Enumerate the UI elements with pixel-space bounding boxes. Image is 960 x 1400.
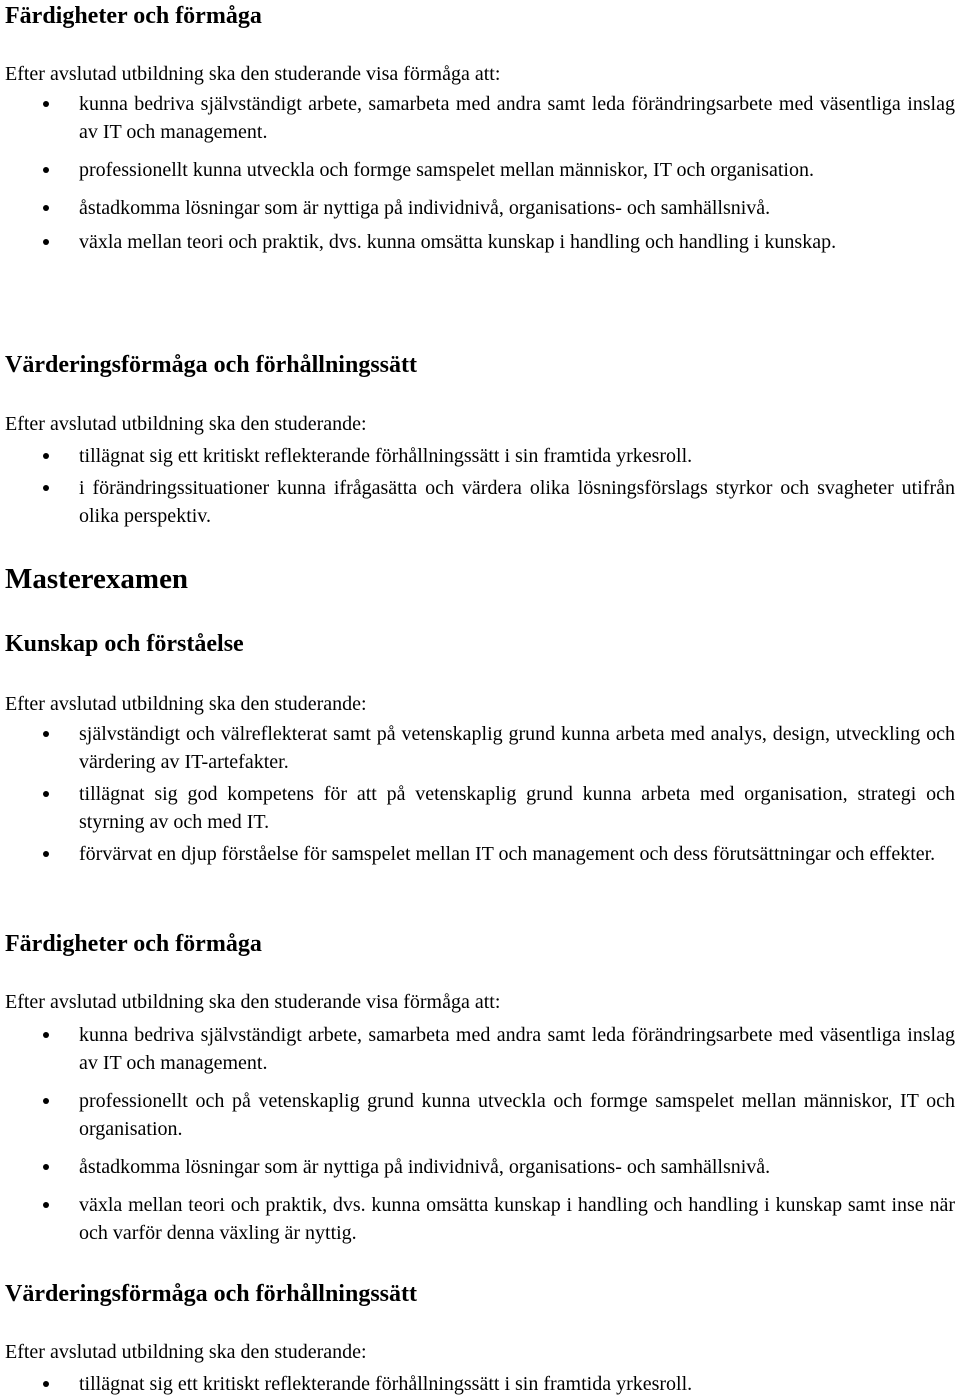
list-item: växla mellan teori och praktik, dvs. kunna omsätta kunskap i handling och handling i kunskap. <box>5 228 955 256</box>
list-item: kunna bedriva självständigt arbete, samarbeta med andra samt leda förändringsarbete med väsentliga inslag av IT och management. <box>5 1021 955 1077</box>
bullet-icon <box>43 1164 49 1170</box>
bullet-icon <box>43 205 49 211</box>
section-heading-kunskap: Kunskap och förståelse <box>5 631 244 657</box>
section-heading-fardigheter: Färdigheter och förmåga <box>5 3 262 29</box>
section-intro: Efter avslutad utbildning ska den studerande visa förmåga att: <box>5 991 501 1013</box>
bullet-list <box>5 90 955 256</box>
bullet-list <box>5 720 955 868</box>
bullet-icon <box>43 239 49 245</box>
bullet-icon <box>43 1202 49 1208</box>
list-item: professionellt kunna utveckla och formge samspelet mellan människor, IT och organisation. <box>5 156 955 184</box>
section-intro: Efter avslutad utbildning ska den studerande: <box>5 1341 367 1363</box>
bullet-list <box>5 1370 955 1398</box>
list-item: tillägnat sig god kompetens för att på vetenskaplig grund kunna arbeta med organisation, strategi och styrning av och med IT. <box>5 780 955 836</box>
section-intro: Efter avslutad utbildning ska den studerande: <box>5 413 367 435</box>
bullet-icon <box>43 791 49 797</box>
section-heading-varderingsformaga: Värderingsförmåga och förhållningssätt <box>5 352 417 378</box>
bullet-icon <box>43 731 49 737</box>
list-item: växla mellan teori och praktik, dvs. kunna omsätta kunskap i handling och handling i kunskap samt inse när och varför denna växling är nyttig. <box>5 1191 955 1247</box>
list-item: förvärvat en djup förståelse för samspelet mellan IT och management och dess förutsättningar och effekter. <box>5 840 955 868</box>
bullet-icon <box>43 1381 49 1387</box>
section-heading-varderingsformaga-master: Värderingsförmåga och förhållningssätt <box>5 1281 417 1307</box>
bullet-icon <box>43 101 49 107</box>
bullet-icon <box>43 485 49 491</box>
bullet-icon <box>43 453 49 459</box>
bullet-icon <box>43 851 49 857</box>
list-item: tillägnat sig ett kritiskt reflekterande förhållningssätt i sin framtida yrkesroll. <box>5 442 955 470</box>
section-intro: Efter avslutad utbildning ska den studerande: <box>5 693 367 715</box>
list-item: åstadkomma lösningar som är nyttiga på individnivå, organisations- och samhällsnivå. <box>5 1153 955 1181</box>
section-intro: Efter avslutad utbildning ska den studerande visa förmåga att: <box>5 63 501 85</box>
list-item: kunna bedriva självständigt arbete, samarbeta med andra samt leda förändringsarbete med väsentliga inslag av IT och management. <box>5 90 955 146</box>
masterexamen-title: Masterexamen <box>5 563 189 595</box>
bullet-list <box>5 1021 955 1247</box>
list-item: professionellt och på vetenskaplig grund kunna utveckla och formge samspelet mellan människor, IT och organisation. <box>5 1087 955 1143</box>
list-item: tillägnat sig ett kritiskt reflekterande förhållningssätt i sin framtida yrkesroll. <box>5 1370 955 1398</box>
list-item: i förändringssituationer kunna ifrågasätta och värdera olika lösningsförslags styrkor och svagheter utifrån olika perspektiv. <box>5 474 955 530</box>
bullet-icon <box>43 1032 49 1038</box>
list-item: åstadkomma lösningar som är nyttiga på individnivå, organisations- och samhällsnivå. <box>5 194 955 222</box>
bullet-icon <box>43 1098 49 1104</box>
list-item: självständigt och välreflekterat samt på vetenskaplig grund kunna arbeta med analys, design, utveckling och värdering av IT-artefakter. <box>5 720 955 776</box>
bullet-list <box>5 442 955 530</box>
section-heading-fardigheter-master: Färdigheter och förmåga <box>5 931 262 957</box>
bullet-icon <box>43 167 49 173</box>
